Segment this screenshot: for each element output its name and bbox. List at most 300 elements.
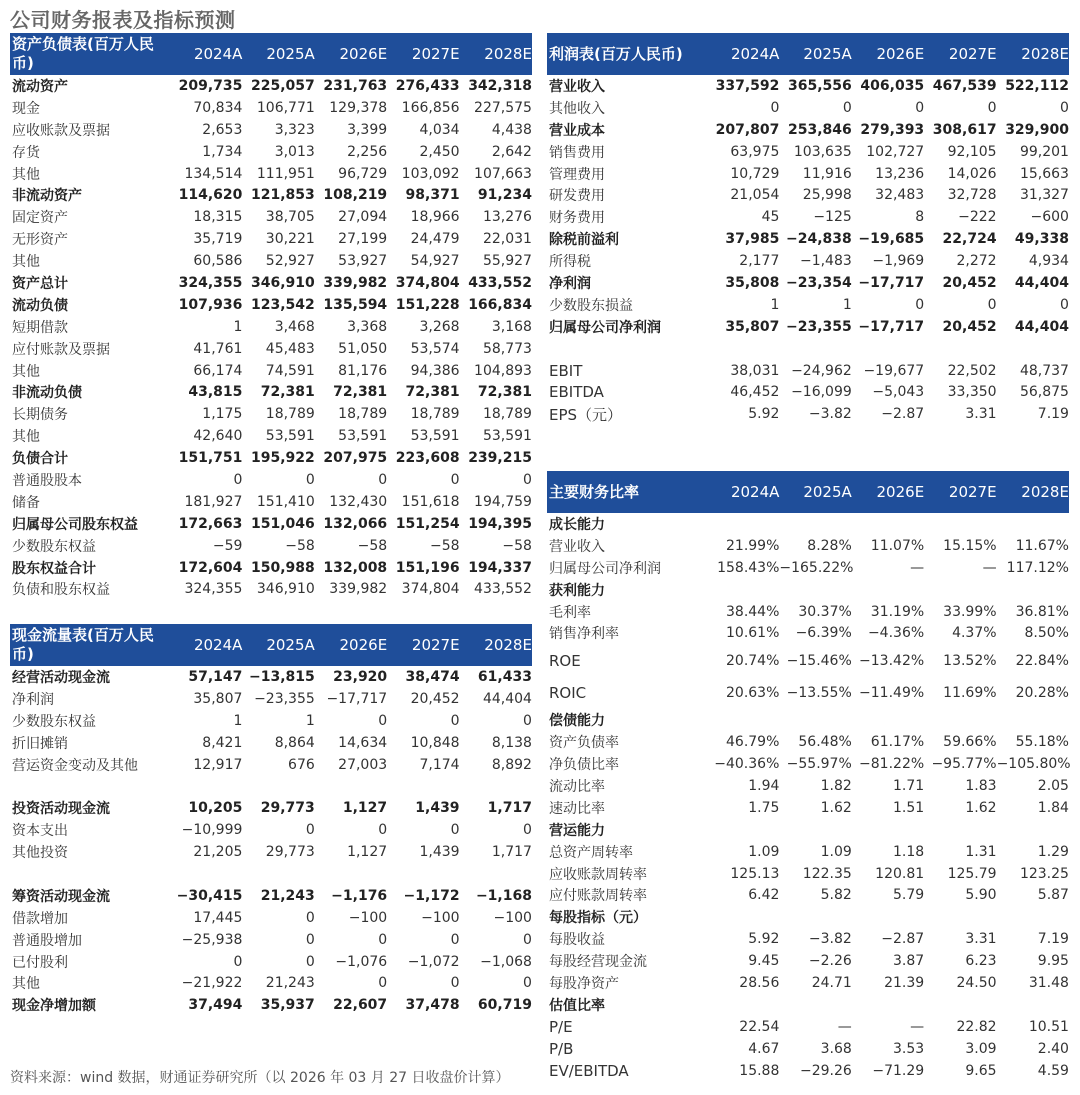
cell-value: 3,168 bbox=[491, 318, 532, 335]
cell-value: −105.80% bbox=[996, 756, 1071, 773]
table-row bbox=[547, 1016, 1069, 1038]
cell-value: 5.92 bbox=[748, 931, 780, 948]
cell-value: 0 bbox=[378, 975, 388, 992]
cell-value: 132,008 bbox=[323, 559, 388, 576]
cell-value: 13,276 bbox=[482, 209, 532, 226]
cell-value: 4.67 bbox=[748, 1040, 780, 1057]
row-label: 每股净资产 bbox=[549, 975, 619, 992]
table-row bbox=[10, 250, 532, 272]
cell-value: 22,031 bbox=[482, 231, 532, 248]
cell-value: 30,221 bbox=[265, 231, 315, 248]
cell-value: 0 bbox=[450, 975, 460, 992]
cell-value: 1,717 bbox=[487, 800, 532, 817]
row-label: 资产负债率 bbox=[549, 735, 619, 752]
cell-value: 207,807 bbox=[715, 121, 780, 138]
cell-value: 166,856 bbox=[401, 99, 460, 116]
year-header: 2025A bbox=[803, 483, 852, 501]
cell-value: 10.51 bbox=[1028, 1018, 1069, 1035]
row-label: 总资产周转率 bbox=[549, 844, 633, 861]
row-label: 研发费用 bbox=[549, 188, 605, 205]
cell-value: 24,479 bbox=[410, 231, 460, 248]
cell-value: 3.31 bbox=[965, 931, 997, 948]
cell-value: 7,174 bbox=[419, 756, 460, 773]
cell-value: 8,864 bbox=[274, 734, 315, 751]
cell-value: 374,804 bbox=[401, 581, 460, 598]
cell-value: −19,685 bbox=[858, 231, 925, 248]
table-row bbox=[547, 513, 1069, 535]
row-label: 获利能力 bbox=[549, 582, 605, 599]
cell-value: 365,556 bbox=[788, 77, 852, 94]
row-label: 营业收入 bbox=[549, 78, 605, 95]
cell-value: 4,034 bbox=[419, 121, 460, 138]
cell-value: 433,552 bbox=[474, 581, 532, 598]
cell-value: 18,315 bbox=[193, 209, 243, 226]
cell-value: 14,634 bbox=[338, 734, 388, 751]
cell-value: 52,927 bbox=[265, 253, 315, 270]
table-row bbox=[10, 951, 532, 973]
cell-value: −13,815 bbox=[249, 668, 315, 685]
cell-value: −55.97% bbox=[786, 756, 852, 773]
cell-value: 1.18 bbox=[893, 843, 925, 860]
cell-value: 1 bbox=[770, 296, 780, 313]
table-row bbox=[10, 863, 532, 885]
row-label: 无形资产 bbox=[12, 232, 68, 249]
cell-value: 20,452 bbox=[942, 318, 997, 335]
cell-value: 0 bbox=[523, 712, 532, 729]
cell-value: 35,937 bbox=[260, 997, 315, 1014]
cell-value: −15.46% bbox=[786, 652, 852, 669]
cell-value: −2.87 bbox=[881, 931, 925, 948]
table-row bbox=[10, 907, 532, 929]
cell-value: 10,729 bbox=[730, 165, 780, 182]
table-row bbox=[10, 338, 532, 360]
cell-value: −2.87 bbox=[881, 406, 925, 423]
row-label: 其他 bbox=[12, 976, 40, 993]
cell-value: −1,969 bbox=[872, 253, 925, 270]
cell-value: 94,386 bbox=[410, 362, 460, 379]
table-row bbox=[10, 929, 532, 951]
row-label: 负债和股东权益 bbox=[12, 582, 110, 599]
cell-value: −29.26 bbox=[799, 1062, 852, 1079]
cell-value: 61.17% bbox=[870, 734, 925, 751]
row-label: EV/EBITDA bbox=[549, 1061, 629, 1080]
cell-value: −24,962 bbox=[791, 362, 852, 379]
cell-value: 123.25 bbox=[1019, 865, 1069, 882]
cell-value: 103,092 bbox=[401, 165, 460, 182]
cell-value: 27,094 bbox=[338, 209, 388, 226]
cell-value: 49,338 bbox=[1014, 231, 1069, 248]
cell-value: 107,936 bbox=[178, 296, 243, 313]
table-row bbox=[547, 360, 1069, 382]
cell-value: −95.77% bbox=[931, 756, 997, 773]
cell-value: 63,975 bbox=[730, 143, 780, 160]
cell-value: 99,201 bbox=[1019, 143, 1069, 160]
cell-value: 21.99% bbox=[726, 537, 780, 554]
cell-value: 4,934 bbox=[1028, 253, 1069, 270]
cell-value: −10,999 bbox=[181, 822, 243, 839]
cell-value: 194,759 bbox=[474, 493, 532, 510]
cell-value: 181,927 bbox=[184, 493, 243, 510]
table-row bbox=[547, 381, 1069, 403]
year-header: 2024A bbox=[730, 45, 780, 63]
cell-value: −1,172 bbox=[403, 887, 460, 904]
cell-value: 13,236 bbox=[875, 165, 925, 182]
cell-value: 172,604 bbox=[178, 559, 243, 576]
table-row bbox=[547, 677, 1069, 710]
cell-value: 9.45 bbox=[748, 953, 780, 970]
cell-value: 2.05 bbox=[1037, 777, 1069, 794]
cell-value: 0 bbox=[305, 953, 315, 970]
cell-value: 72,381 bbox=[477, 384, 532, 401]
cell-value: 55,927 bbox=[482, 253, 532, 270]
income-statement-table bbox=[547, 33, 1069, 425]
year-header: 2024A bbox=[193, 636, 243, 654]
year-header: 2026E bbox=[876, 45, 925, 63]
row-label: 净利润 bbox=[549, 275, 591, 292]
table-row bbox=[547, 1038, 1069, 1060]
row-label: 应付账款及票据 bbox=[12, 341, 110, 358]
table-row bbox=[10, 206, 532, 228]
cell-value: 56.48% bbox=[798, 734, 852, 751]
row-label: 毛利率 bbox=[549, 604, 591, 621]
cell-value: 24.50 bbox=[956, 974, 997, 991]
table-row bbox=[547, 119, 1069, 141]
year-header: 2024A bbox=[730, 483, 780, 501]
table-row bbox=[547, 272, 1069, 294]
cell-value: 37,494 bbox=[188, 997, 243, 1014]
row-label: 归属母公司净利润 bbox=[549, 319, 661, 336]
row-label: 其他 bbox=[12, 254, 40, 271]
cell-value: −30,415 bbox=[176, 887, 243, 904]
cell-value: 134,514 bbox=[184, 165, 243, 182]
cell-value: 2,642 bbox=[491, 143, 532, 160]
cell-value: 51,050 bbox=[338, 340, 388, 357]
cell-value: 15,663 bbox=[1019, 165, 1069, 182]
cell-value: 0 bbox=[523, 471, 532, 488]
cell-value: 125.79 bbox=[947, 865, 997, 882]
cell-value: 3.31 bbox=[965, 406, 997, 423]
cell-value: 1.83 bbox=[965, 777, 997, 794]
table-row bbox=[547, 601, 1069, 623]
cell-value: 0 bbox=[450, 822, 460, 839]
cell-value: 676 bbox=[288, 756, 315, 773]
row-label: 财务费用 bbox=[549, 210, 605, 227]
row-label: 普通股增加 bbox=[12, 932, 82, 949]
cell-value: 1,439 bbox=[419, 844, 460, 861]
row-label: 除税前溢利 bbox=[549, 232, 619, 249]
cell-value: 7.19 bbox=[1037, 931, 1069, 948]
year-header: 2025A bbox=[266, 45, 315, 63]
cell-value: 151,228 bbox=[395, 296, 460, 313]
row-label: 营运资金变动及其他 bbox=[12, 757, 138, 774]
table-row bbox=[547, 294, 1069, 316]
cell-value: 0 bbox=[915, 99, 925, 116]
cell-value: 1 bbox=[305, 712, 315, 729]
cell-value: 32,728 bbox=[947, 187, 997, 204]
table-row bbox=[547, 403, 1069, 425]
cell-value: 2,177 bbox=[739, 253, 780, 270]
cell-value: 0 bbox=[305, 471, 315, 488]
cell-value: 44,404 bbox=[1014, 318, 1069, 335]
cell-value: 0 bbox=[842, 99, 852, 116]
cell-value: 1.62 bbox=[965, 799, 997, 816]
cell-value: −3.82 bbox=[808, 931, 852, 948]
cell-value: 21,054 bbox=[730, 187, 780, 204]
cell-value: 0 bbox=[450, 712, 460, 729]
cell-value: −1,076 bbox=[335, 953, 388, 970]
cell-value: −165.22% bbox=[779, 559, 854, 576]
cell-value: 29,773 bbox=[265, 844, 315, 861]
cell-value: 0 bbox=[378, 931, 388, 948]
cell-value: 150,988 bbox=[251, 559, 315, 576]
cell-value: 11.07% bbox=[870, 537, 925, 554]
cell-value: 21.39 bbox=[884, 974, 925, 991]
cell-value: −6.39% bbox=[795, 625, 852, 642]
row-label: 固定资产 bbox=[12, 210, 68, 227]
row-label: 净负债比率 bbox=[549, 757, 619, 774]
table-row bbox=[547, 863, 1069, 885]
cell-value: 0 bbox=[450, 931, 460, 948]
table-row bbox=[547, 775, 1069, 797]
cell-value: 158.43% bbox=[717, 559, 780, 576]
table-row bbox=[10, 535, 532, 557]
cell-value: 2,256 bbox=[347, 143, 388, 160]
table-row bbox=[10, 557, 532, 579]
cell-value: 3.68 bbox=[820, 1040, 852, 1057]
cell-value: 107,663 bbox=[474, 165, 532, 182]
cell-value: 24.71 bbox=[811, 974, 852, 991]
cell-value: 1,717 bbox=[491, 844, 532, 861]
cell-value: 5.90 bbox=[965, 887, 997, 904]
cell-value: 10.61% bbox=[726, 625, 780, 642]
cell-value: 0 bbox=[233, 953, 243, 970]
cell-value: 172,663 bbox=[178, 515, 243, 532]
table-row bbox=[547, 950, 1069, 972]
cell-value: −17,717 bbox=[858, 318, 925, 335]
cell-value: 279,393 bbox=[860, 121, 925, 138]
row-label: P/B bbox=[549, 1039, 574, 1058]
cell-value: 0 bbox=[523, 822, 532, 839]
cell-value: — bbox=[910, 559, 925, 576]
row-label: 少数股东权益 bbox=[12, 538, 96, 555]
table-title: 主要财务比率 bbox=[549, 482, 640, 501]
year-header: 2028E bbox=[484, 45, 532, 63]
cell-value: 53,591 bbox=[482, 428, 532, 445]
cell-value: 61,433 bbox=[477, 668, 532, 685]
cell-value: 31,327 bbox=[1019, 187, 1069, 204]
cell-value: 2,653 bbox=[202, 121, 243, 138]
cell-value: 14,026 bbox=[947, 165, 997, 182]
table-row bbox=[547, 206, 1069, 228]
cell-value: 37,985 bbox=[725, 231, 780, 248]
cell-value: 21,205 bbox=[193, 844, 243, 861]
cell-value: 3,013 bbox=[274, 143, 315, 160]
table-row bbox=[10, 447, 532, 469]
cell-value: 0 bbox=[233, 471, 243, 488]
cell-value: 324,355 bbox=[184, 581, 243, 598]
cell-value: 225,057 bbox=[251, 77, 315, 94]
row-label: 少数股东损益 bbox=[549, 297, 633, 314]
cell-value: 1 bbox=[233, 712, 243, 729]
year-header: 2026E bbox=[339, 45, 388, 63]
cell-value: 1,734 bbox=[202, 143, 243, 160]
cell-value: −222 bbox=[958, 209, 997, 226]
cell-value: 5.87 bbox=[1037, 887, 1069, 904]
cell-value: 276,433 bbox=[395, 77, 460, 94]
cell-value: 92,105 bbox=[947, 143, 997, 160]
cell-value: 4,438 bbox=[491, 121, 532, 138]
cell-value: 135,594 bbox=[323, 296, 388, 313]
year-header: 2026E bbox=[339, 636, 388, 654]
year-header: 2027E bbox=[948, 45, 997, 63]
cell-value: −23,355 bbox=[786, 318, 852, 335]
cell-value: 0 bbox=[305, 931, 315, 948]
cell-value: −58 bbox=[502, 537, 532, 554]
cell-value: 72,381 bbox=[405, 384, 460, 401]
cell-value: 53,591 bbox=[410, 428, 460, 445]
table-row bbox=[547, 731, 1069, 753]
cell-value: −21,922 bbox=[181, 975, 243, 992]
cell-value: 38,031 bbox=[730, 362, 780, 379]
table-row bbox=[547, 316, 1069, 338]
cell-value: 117.12% bbox=[1006, 559, 1069, 576]
table-row bbox=[547, 338, 1069, 360]
row-label: 流动资产 bbox=[12, 78, 68, 95]
cell-value: 104,893 bbox=[474, 362, 532, 379]
cell-value: 72,381 bbox=[260, 384, 315, 401]
cell-value: −13.55% bbox=[786, 685, 852, 702]
row-label: 营业成本 bbox=[549, 122, 605, 139]
row-label: 非流动资产 bbox=[12, 188, 82, 205]
row-label: 现金净增加额 bbox=[12, 998, 96, 1015]
cell-value: −5,043 bbox=[872, 384, 925, 401]
cell-value: 2.40 bbox=[1037, 1040, 1069, 1057]
table-row bbox=[547, 884, 1069, 906]
cell-value: 53,591 bbox=[265, 428, 315, 445]
row-label: 普通股股本 bbox=[12, 472, 82, 489]
row-label: 偿债能力 bbox=[549, 713, 605, 730]
cell-value: −1,072 bbox=[407, 953, 460, 970]
cell-value: 103,635 bbox=[793, 143, 852, 160]
table-row bbox=[547, 97, 1069, 119]
row-label: 每股收益 bbox=[549, 932, 605, 949]
table-row bbox=[10, 381, 532, 403]
cell-value: 346,910 bbox=[256, 581, 315, 598]
cell-value: 21,243 bbox=[265, 975, 315, 992]
table-row bbox=[10, 710, 532, 732]
cell-value: 8.28% bbox=[807, 537, 852, 554]
cell-value: 17,445 bbox=[193, 909, 243, 926]
table-row bbox=[547, 535, 1069, 557]
cell-value: 166,834 bbox=[468, 296, 532, 313]
row-label: ROE bbox=[549, 651, 581, 670]
year-header: 2026E bbox=[876, 483, 925, 501]
table-title: 现金流量表(百万人民币) bbox=[12, 626, 154, 663]
row-label: 投资活动现金流 bbox=[12, 801, 110, 818]
cell-value: 339,982 bbox=[323, 274, 388, 291]
row-label: 其他 bbox=[12, 363, 40, 380]
cell-value: 35,719 bbox=[193, 231, 243, 248]
cell-value: 33.99% bbox=[943, 603, 997, 620]
cell-value: 6.42 bbox=[748, 887, 780, 904]
row-label: 现金 bbox=[12, 100, 40, 117]
row-label: 短期借款 bbox=[12, 319, 68, 336]
table-row bbox=[10, 775, 532, 797]
cell-value: 346,910 bbox=[251, 274, 315, 291]
table-row bbox=[547, 250, 1069, 272]
cell-value: 38,705 bbox=[265, 209, 315, 226]
row-label: 少数股东权益 bbox=[12, 713, 96, 730]
cell-value: 1 bbox=[233, 318, 243, 335]
row-label: 其他收入 bbox=[549, 100, 605, 117]
cell-value: 33,350 bbox=[947, 384, 997, 401]
table-row bbox=[547, 557, 1069, 579]
cell-value: 102,727 bbox=[866, 143, 925, 160]
cell-value: 151,046 bbox=[251, 515, 315, 532]
cell-value: — bbox=[837, 1018, 852, 1035]
table-title: 利润表(百万人民币) bbox=[549, 44, 683, 63]
table-row bbox=[547, 994, 1069, 1016]
cell-value: 120.81 bbox=[875, 865, 925, 882]
table-row bbox=[10, 972, 532, 994]
cell-value: 0 bbox=[305, 822, 315, 839]
cell-value: 35,807 bbox=[725, 318, 780, 335]
cell-value: 194,337 bbox=[468, 559, 532, 576]
cell-value: 29,773 bbox=[260, 800, 315, 817]
cell-value: −2.26 bbox=[808, 953, 852, 970]
cell-value: 0 bbox=[987, 99, 997, 116]
cell-value: 60,586 bbox=[193, 253, 243, 270]
cell-value: 1.82 bbox=[820, 777, 852, 794]
cell-value: 2,272 bbox=[956, 253, 997, 270]
table-row bbox=[10, 491, 532, 513]
cell-value: 41,761 bbox=[193, 340, 243, 357]
cell-value: 151,410 bbox=[256, 493, 315, 510]
year-header: 2024A bbox=[193, 45, 243, 63]
cell-value: 18,789 bbox=[482, 406, 532, 423]
table-row bbox=[547, 228, 1069, 250]
row-label: EPS（元） bbox=[549, 405, 623, 424]
cell-value: 324,355 bbox=[178, 274, 243, 291]
row-label: 归属母公司股东权益 bbox=[12, 516, 138, 533]
cell-value: −100 bbox=[421, 909, 460, 926]
cell-value: 9.65 bbox=[965, 1062, 997, 1079]
year-header: 2025A bbox=[266, 636, 315, 654]
source-note: 资料来源：wind 数据，财通证券研究所（以 2026 年 03 月 27 日收盘价计算） bbox=[10, 1070, 510, 1086]
cell-value: 18,966 bbox=[410, 209, 460, 226]
cell-value: 70,834 bbox=[193, 99, 243, 116]
cell-value: 9.95 bbox=[1037, 953, 1069, 970]
cell-value: 227,575 bbox=[474, 99, 532, 116]
cell-value: 151,254 bbox=[395, 515, 460, 532]
row-label: 管理费用 bbox=[549, 166, 605, 183]
cell-value: 44,404 bbox=[1014, 274, 1069, 291]
cell-value: 81,176 bbox=[338, 362, 388, 379]
cell-value: 1.51 bbox=[893, 799, 925, 816]
cell-value: 122.35 bbox=[802, 865, 852, 882]
table-row bbox=[10, 819, 532, 841]
cell-value: −11.49% bbox=[859, 685, 925, 702]
cell-value: 253,846 bbox=[788, 121, 852, 138]
table-row bbox=[547, 163, 1069, 185]
table-header bbox=[547, 33, 1069, 75]
cell-value: 15.88 bbox=[739, 1062, 780, 1079]
cell-value: 48,737 bbox=[1019, 362, 1069, 379]
row-label: 非流动负债 bbox=[12, 385, 82, 402]
table-row bbox=[10, 403, 532, 425]
cell-value: 57,147 bbox=[188, 668, 243, 685]
year-header: 2028E bbox=[1021, 45, 1069, 63]
